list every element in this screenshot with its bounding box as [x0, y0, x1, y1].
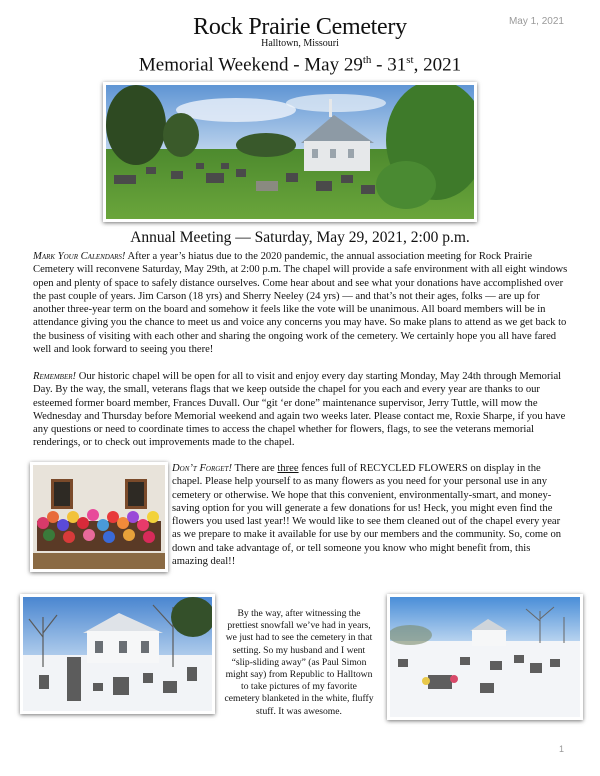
date-stamp: May 1, 2021 — [508, 16, 564, 27]
annual-meeting-heading: Annual Meeting — Saturday, May 29, 2021, 2:00 p.m. — [130, 229, 470, 246]
paragraph-mark-calendars: Mark Your Calendars! After a year’s hiatus due to the 2020 pandemic, the annual association meeting for Rock Prairie Cemetery will reconvene Saturday, May 29th, at 2:00 p.m. The chapel will provide a safe environment with all eight windows open and plenty of space to safely distance ourselves. Come hear about and see what your donations have accomplished over the past couple of years. Jim Carson (18 yrs) and Sherry Neeley (24 yrs) — and that’s not their ages, folks — are up for another three-year term on the board and somehow it feels like the vote will be unanimous. All board members will be in attendance giving you the chance to meet us and voice any concerns you may have. So make plans to attend as we get back to the business of visiting with each other and sharing the ongoing work of the cemetery. We certainly hope you all have fared well and look forward to seeing you there! — [33, 251, 568, 356]
paragraph-remember: Remember! Our historic chapel will be open for all to visit and enjoy every day starting Monday, May 24th through Memorial Day. By the way, the small, veterans flags that we keep outside the chapel for you each and every year are thanks to our esteemed former board member, Frances Duvall. Our “git ‘er done” maintenance supervisor, Jerry Tuttle, will mow the Wednesday and Thursday before Memorial weekend and again two weeks later. Please contact me, Roxie Sharpe, if you have any questions or need to coordinate times to access the chapel whether for flowers, flags, to see the veterans memorial renderings, or to check out improvements made to the chapel. — [33, 371, 566, 449]
headline: Memorial Weekend - May 29th - 31st, 2021 — [138, 54, 462, 76]
main-photo-cemetery-summer — [103, 82, 477, 222]
photo-snowy-chapel-left — [20, 594, 215, 714]
snow-caption: By the way, after witnessing the prettiest snowfall we’ve had in years, we just had to see the cemetery in that setting. So my husband and I went “slip-sliding away” (as Paul Simon might say) from Republic to Halltown to take pictures of my favorite cemetery blanketed in the white, fluffy stuff. It was awesome. — [224, 608, 374, 717]
photo-snowy-chapel-right — [387, 594, 583, 720]
page-title: Rock Prairie Cemetery — [193, 14, 407, 40]
photo-recycled-flowers — [30, 462, 168, 572]
paragraph-dont-forget: Don’t Forget! There are three fences full of RECYCLED FLOWERS on display in the chapel. Please help yourself to as many flowers as you need for your personal use in any cemetery or otherwise. We hope that this convenient, environmentally-smart, and money-saving option for you will generate a few donations for us! Heck, you might even find the flowers you used last year!! We would like to see them cleaned out of the chapel every year as we prepare to make it available for use by our members and the community. So, come on down and take advantage of, or tell someone you know who might benefit from, this amazing deal!! — [172, 463, 562, 568]
page-subtitle: Halltown, Missouri — [261, 38, 339, 49]
page-number: 1 — [558, 744, 564, 754]
